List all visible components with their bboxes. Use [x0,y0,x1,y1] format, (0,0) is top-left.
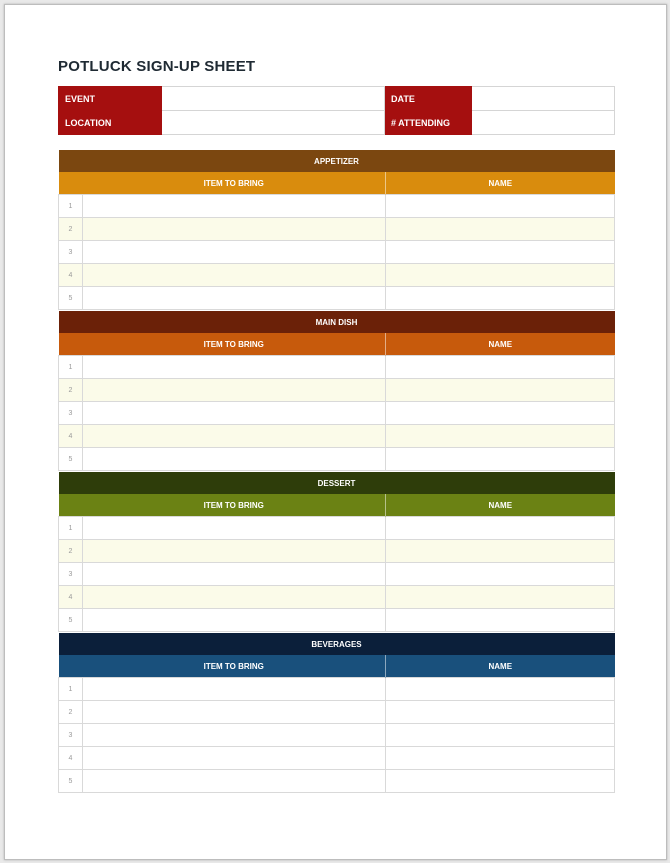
row-number: 4 [59,264,83,287]
item-cell[interactable] [83,356,386,379]
name-cell[interactable] [386,425,615,448]
row-number: 4 [59,586,83,609]
item-cell[interactable] [83,540,386,563]
col-head-name: NAME [488,339,513,349]
row-number: 3 [59,724,83,747]
row-number: 1 [59,356,83,379]
item-cell[interactable] [83,724,386,747]
row-number: 1 [59,517,83,540]
row-number: 5 [59,448,83,471]
page-title: POTLUCK SIGN-UP SHEET [58,58,256,75]
event-field[interactable] [162,87,385,111]
section-title: BEVERAGES [59,633,615,655]
name-cell[interactable] [386,563,615,586]
row-number: 2 [59,540,83,563]
date-label: DATE [385,87,472,111]
col-head-item: ITEM TO BRING [83,494,386,517]
row-number: 3 [59,241,83,264]
item-cell[interactable] [83,609,386,632]
col-head-spacer [59,333,83,356]
location-label: LOCATION [59,111,162,135]
item-cell[interactable] [83,241,386,264]
date-field[interactable] [472,87,615,111]
item-cell[interactable] [83,264,386,287]
row-number: 1 [59,195,83,218]
appetizer-section [58,150,615,310]
event-info-table [58,86,615,135]
dessert-section [58,472,615,632]
item-cell[interactable] [83,563,386,586]
item-cell[interactable] [83,448,386,471]
name-cell[interactable] [386,241,615,264]
name-cell[interactable] [386,379,615,402]
row-number: 5 [59,287,83,310]
location-field[interactable] [162,111,385,135]
item-cell[interactable] [83,287,386,310]
name-cell[interactable] [386,540,615,563]
col-head-item: ITEM TO BRING [83,172,386,195]
attending-label: # ATTENDING [385,111,472,135]
name-cell[interactable] [386,402,615,425]
section-title: DESSERT [59,472,615,494]
row-number: 1 [59,678,83,701]
name-cell[interactable] [386,195,615,218]
item-cell[interactable] [83,678,386,701]
item-cell[interactable] [83,402,386,425]
col-head-name: NAME [488,661,513,671]
col-head-item: ITEM TO BRING [83,333,386,356]
name-cell[interactable] [386,448,615,471]
item-cell[interactable] [83,770,386,793]
row-number: 2 [59,218,83,241]
document-page [4,4,667,860]
row-number: 5 [59,770,83,793]
section-title: MAIN DISH [59,311,615,333]
item-cell[interactable] [83,195,386,218]
item-cell[interactable] [83,701,386,724]
item-cell[interactable] [83,425,386,448]
col-head-item: ITEM TO BRING [83,655,386,678]
item-cell[interactable] [83,517,386,540]
row-number: 4 [59,425,83,448]
attending-field[interactable] [472,111,615,135]
name-cell[interactable] [386,724,615,747]
col-head-spacer [59,494,83,517]
main-dish-section [58,311,615,471]
name-cell[interactable] [386,586,615,609]
item-cell[interactable] [83,218,386,241]
row-number: 3 [59,402,83,425]
name-cell[interactable] [386,701,615,724]
item-cell[interactable] [83,586,386,609]
name-cell[interactable] [386,287,615,310]
event-label: EVENT [59,87,162,111]
row-number: 3 [59,563,83,586]
col-head-name: NAME [488,500,513,510]
name-cell[interactable] [386,678,615,701]
col-head-spacer [59,172,83,195]
name-cell[interactable] [386,770,615,793]
row-number: 2 [59,701,83,724]
col-head-name: NAME [488,178,513,188]
col-head-spacer [59,655,83,678]
name-cell[interactable] [386,356,615,379]
name-cell[interactable] [386,517,615,540]
beverages-section [58,633,615,793]
item-cell[interactable] [83,747,386,770]
name-cell[interactable] [386,747,615,770]
name-cell[interactable] [386,609,615,632]
section-title: APPETIZER [59,150,615,172]
row-number: 4 [59,747,83,770]
row-number: 5 [59,609,83,632]
name-cell[interactable] [386,218,615,241]
item-cell[interactable] [83,379,386,402]
name-cell[interactable] [386,264,615,287]
row-number: 2 [59,379,83,402]
